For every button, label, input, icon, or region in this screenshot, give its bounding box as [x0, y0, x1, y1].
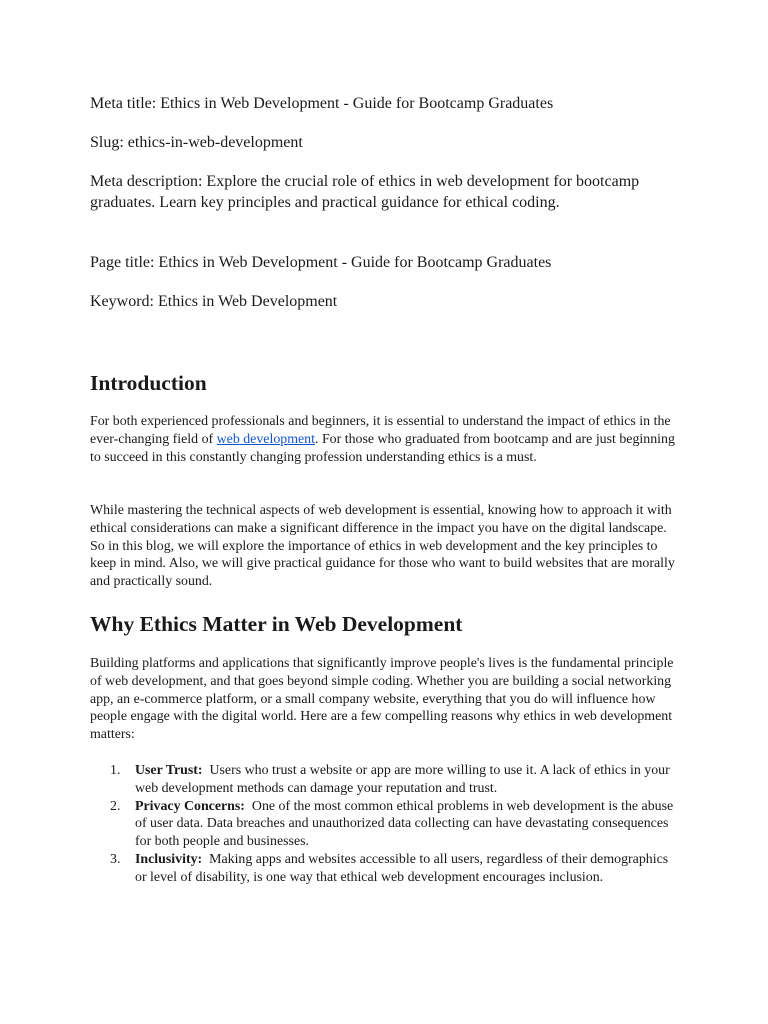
list-item-text: Making apps and websites accessible to all users, regardless of their demographics or level of disability, is one way that ethical web development encourages inclusion. — [135, 851, 669, 885]
intro-p1-text-before: For both experienced professionals and beginners, it is essential to understand the impact of ethics in the ever-changing field of — [90, 414, 671, 447]
list-item-number: 2. — [110, 798, 121, 814]
list-item-text: Users who trust a website or app are more willing to use it. A lack of ethics in your web development methods can damage your reputation and trust. — [135, 763, 670, 796]
list-item-term: Privacy Concerns: — [135, 798, 245, 814]
why-ethics-heading: Why Ethics Matter in Web Development — [90, 612, 463, 636]
list-item-term: Inclusivity: — [135, 851, 203, 867]
list-item — [90, 762, 680, 798]
intro-paragraph-1 — [90, 413, 680, 466]
intro-paragraph-2: While mastering the technical aspects of web development is essential, knowing how to approach it with ethical considerations can make a significant difference in the impact you have on the digital landscape. So in this blog, we will explore the importance of ethics in web development and the key principles to keep in mind. Also, we will give practical guidance for those who want to build websites that are morally and practically sound. — [90, 503, 675, 590]
list-item-text: One of the most common ethical problems in web development is the abuse of user data. Data breaches and unauthorized data collecting can have devastating consequences for both people and businesses. — [135, 798, 674, 850]
introduction-heading: Introduction — [90, 371, 207, 395]
slug-line: Slug: ethics-in-web-development — [90, 134, 303, 151]
list-item — [90, 851, 680, 887]
meta-description-line: Meta description: Explore the crucial role of ethics in web development for bootcamp graduates. Learn key principles and practical guidance for ethical coding. — [90, 173, 640, 211]
intro-p1-text-after: . For those who graduated from bootcamp and are just beginning to succeed in this constantly changing profession understanding ethics is a must. — [90, 431, 675, 465]
keyword-line: Keyword: Ethics in Web Development — [90, 293, 338, 310]
reasons-list — [90, 762, 680, 887]
list-item-term: User Trust: — [135, 763, 203, 778]
meta-title-line: Meta title: Ethics in Web Development - Guide for Bootcamp Graduates — [90, 95, 554, 112]
list-item-number: 1. — [110, 763, 121, 778]
list-item — [90, 798, 680, 851]
list-item-number: 3. — [110, 851, 121, 867]
page-title-line: Page title: Ethics in Web Development - Guide for Bootcamp Graduates — [90, 254, 552, 271]
why-ethics-paragraph: Building platforms and applications that significantly improve people's lives is the fundamental principle of web development, and that goes beyond simple coding. Whether you are building a social networking app, an e-commerce platform, or a small company website, everything that you do will influence how people engage with the digital world. Here are a few compelling reasons why ethics in web development matters: — [90, 656, 674, 743]
web-development-link[interactable]: web development — [216, 431, 315, 447]
